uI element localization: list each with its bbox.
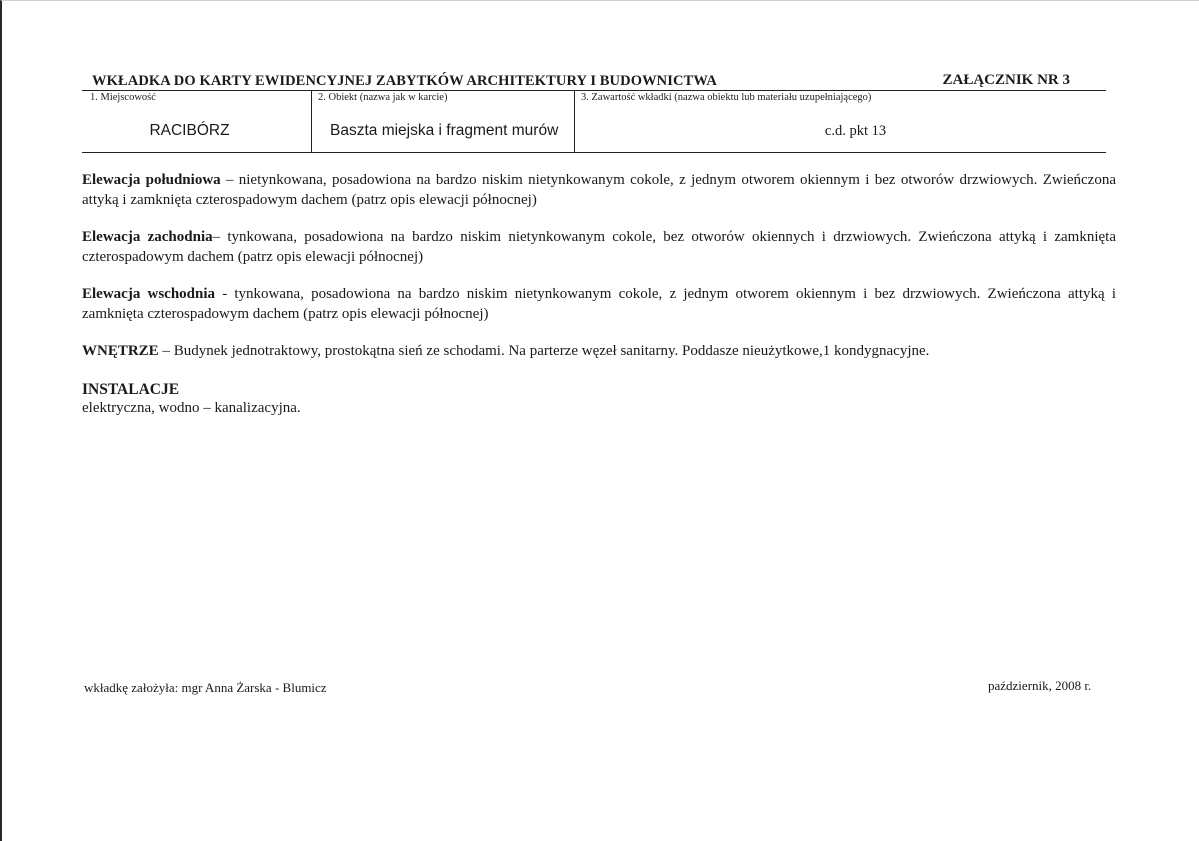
locality-label: 1. Miejscowość [90, 92, 156, 103]
section-heading: Elewacja zachodnia [82, 229, 213, 245]
object-cell [311, 90, 574, 152]
section-heading: Elewacja wschodnia [82, 286, 216, 302]
section-text: – nietynkowana, posadowiona na bardzo niskim nietynkowanym cokole, z jednym otworem okiennym i bez otworów drzwiowych. Zwieńczona attyką i zamknięta czterospadowym dachem (patrz opis elewacji północnej) [82, 172, 1116, 208]
object-label: 2. Obiekt (nazwa jak w karcie) [318, 92, 448, 103]
locality-value: RACIBÓRZ [149, 122, 230, 139]
section-installations [82, 380, 1116, 419]
section-interior [82, 342, 1116, 362]
section-east-elevation [82, 285, 1116, 324]
document-body [82, 171, 1116, 437]
locality-cell [82, 90, 311, 152]
content-cell [574, 90, 1106, 152]
date-note: październik, 2008 r. [988, 678, 1092, 693]
content-value: c.d. pkt 13 [824, 123, 887, 139]
section-text: – tynkowana, posadowiona na bardzo niskim nietynkowanym cokole, bez otworów okiennych i drzwiowych. Zwieńczona attyką i zamknięta czterospadowym dachem (patrz opis elewacji północnej) [82, 229, 1116, 265]
document-header [82, 71, 1106, 91]
section-text: - tynkowana, posadowiona na bardzo niskim nietynkowanym cokole, z jednym otworem okiennym i bez drzwiowych. Zwieńczona attyką i zamknięta czterospadowym dachem (patrz opis elewacji północnej) [82, 286, 1116, 322]
content-label: 3. Zawartość wkładki (nazwa obiektu lub materiału uzupełniającego) [581, 92, 872, 103]
annex-label: ZAŁĄCZNIK NR 3 [942, 72, 1070, 88]
author-note: wkładkę założyła: mgr Anna Żarska - Blumicz [84, 680, 327, 695]
installations-heading: INSTALACJE [82, 380, 180, 398]
section-text: – Budynek jednotraktowy, prostokątna sień ze schodami. Na parterze węzeł sanitarny. Poddasze nieużytkowe,1 kondygnacyjne. [158, 343, 930, 359]
section-heading: WNĘTRZE [82, 343, 159, 359]
info-table [82, 90, 1106, 153]
document-title: WKŁADKA DO KARTY EWIDENCYJNEJ ZABYTKÓW ARCHITEKTURY I BUDOWNICTWA [92, 73, 717, 89]
installations-text: elektryczna, wodno – kanalizacyjna. [82, 400, 301, 416]
section-west-elevation [82, 228, 1116, 267]
section-south-elevation [82, 171, 1116, 210]
object-value: Baszta miejska i fragment murów [330, 122, 559, 139]
section-heading: Elewacja południowa [82, 172, 221, 188]
